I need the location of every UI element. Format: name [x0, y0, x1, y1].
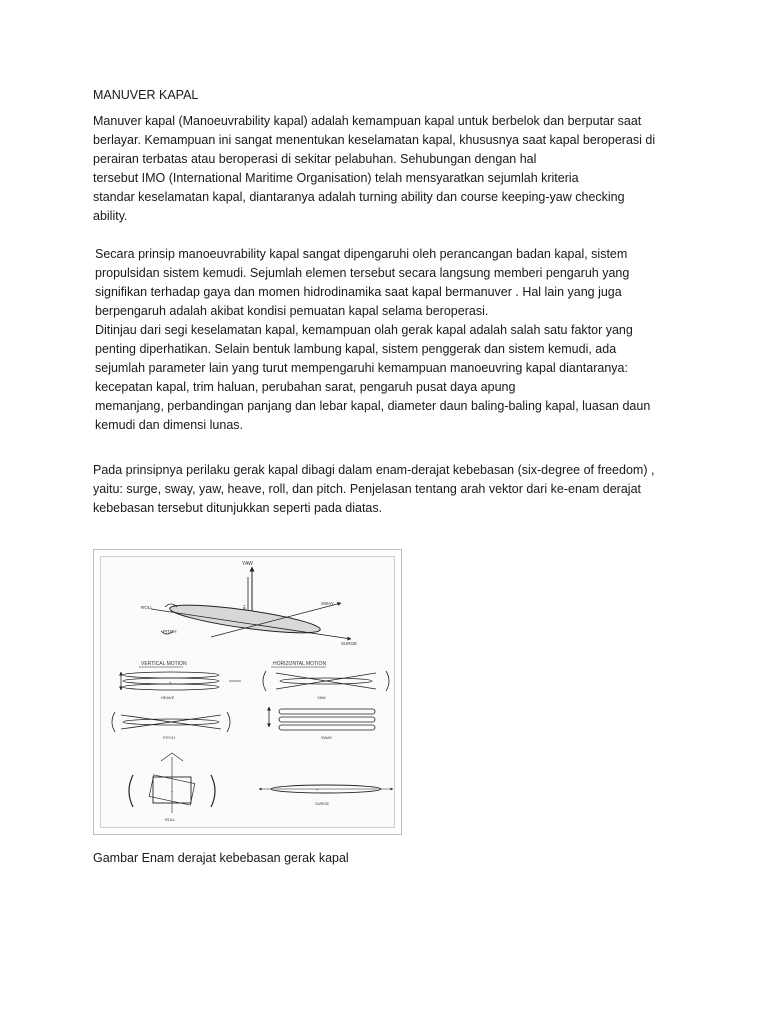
- paragraph-line: berpengaruh adalah akibat kondisi pemuatan kapal selama beroperasi.: [95, 304, 489, 318]
- paragraph-six-dof: [93, 461, 693, 518]
- label-roll-axis: ROLL: [141, 605, 153, 610]
- paragraph-line: perairan terbatas atau beroperasi di sekitar pelabuhan. Sehubungan dengan hal: [93, 152, 537, 166]
- svg-text:+: +: [169, 680, 172, 685]
- paragraph-line: Pada prinsipnya perilaku gerak kapal dibagi dalam enam-derajat kebebasan (six-degree of freedom) ,: [93, 463, 655, 477]
- paragraph-line: standar keselamatan kapal, diantaranya adalah turning ability dan course keeping-yaw checking: [93, 190, 625, 204]
- paragraph-line: propulsidan sistem kemudi. Sejumlah elemen tersebut secara langsung memberi pengaruh yang: [95, 266, 630, 280]
- label-roll: ROLL: [165, 817, 176, 822]
- yaw-panel: [263, 671, 389, 700]
- ship-3d-group: [141, 561, 357, 646]
- paragraph-line: yaitu: surge, sway, yaw, heave, roll, dan pitch. Penjelasan tentang arah vektor dari ke-enam derajat: [93, 482, 641, 496]
- paragraph-principles: [95, 245, 695, 435]
- paragraph-line: signifikan terhadap gaya dan momen hidrodinamika saat kapal bermanuver . Hal lain yang juga: [95, 285, 622, 299]
- sway-panel: [269, 707, 375, 740]
- paragraph-line: ability.: [93, 209, 128, 223]
- paragraph-line: kemudi dan dimensi lunas.: [95, 418, 243, 432]
- paragraph-line: sejumlah parameter lain yang turut mempengaruhi kemampuan manoeuvring kapal diantaranya:: [95, 361, 628, 375]
- heave-panel: [121, 672, 241, 700]
- label-heave: HEAVE: [161, 695, 175, 700]
- document-title: MANUVER KAPAL: [93, 88, 199, 102]
- label-pitch: PITCH: [163, 735, 175, 740]
- label-surge-axis: SURGE: [341, 641, 358, 646]
- figure-frame: [93, 549, 402, 835]
- surge-panel: [259, 785, 393, 806]
- svg-text:+: +: [316, 787, 319, 792]
- figure-caption: Gambar Enam derajat kebebasan gerak kapal: [93, 851, 349, 865]
- paragraph-line: berlayar. Kemampuan ini sangat menentukan keselamatan kapal, khususnya saat kapal beroperasi di: [93, 133, 656, 147]
- label-yaw: YAW: [242, 561, 253, 567]
- roll-panel: [129, 753, 215, 822]
- paragraph-intro: [93, 112, 693, 226]
- label-yaw-panel: YAW: [317, 695, 326, 700]
- six-dof-svg: [101, 557, 394, 827]
- paragraph-line: Manuver kapal (Manoeuvrability kapal) adalah kemampuan kapal untuk berbelok dan berputar saat: [93, 114, 642, 128]
- paragraph-line: kecepatan kapal, trim haluan, perubahan sarat, pengaruh pusat daya apung: [95, 380, 516, 394]
- label-vertical-motion: VERTICAL MOTION: [141, 661, 187, 667]
- paragraph-line: kebebasan tersebut ditunjukkan seperti pada diatas.: [93, 501, 383, 515]
- label-pitch-axis: PITCH: [163, 629, 177, 634]
- paragraph-line: penting diperhatikan. Selain bentuk lambung kapal, sistem penggerak dan sistem kemudi, ada: [95, 342, 617, 356]
- pitch-panel: [112, 712, 230, 740]
- label-surge: SURGE: [315, 801, 330, 806]
- label-sway: SWAY: [321, 735, 333, 740]
- six-dof-diagram: [100, 556, 395, 828]
- svg-text:+: +: [171, 789, 174, 794]
- paragraph-line: memanjang, perbandingan panjang dan lebar kapal, diameter daun baling-baling kapal, luasan daun: [95, 399, 651, 413]
- paragraph-line: Secara prinsip manoeuvrability kapal sangat dipengaruhi oleh perancangan badan kapal, sistem: [95, 247, 628, 261]
- paragraph-line: tersebut IMO (International Maritime Organisation) telah mensyaratkan sejumlah kriteria: [93, 171, 579, 185]
- label-sway-axis: SWAY: [321, 601, 334, 606]
- paragraph-line: Ditinjau dari segi keselamatan kapal, kemampuan olah gerak kapal adalah salah satu faktor yang: [95, 323, 633, 337]
- label-horizontal-motion: HORIZONTAL MOTION: [273, 661, 327, 667]
